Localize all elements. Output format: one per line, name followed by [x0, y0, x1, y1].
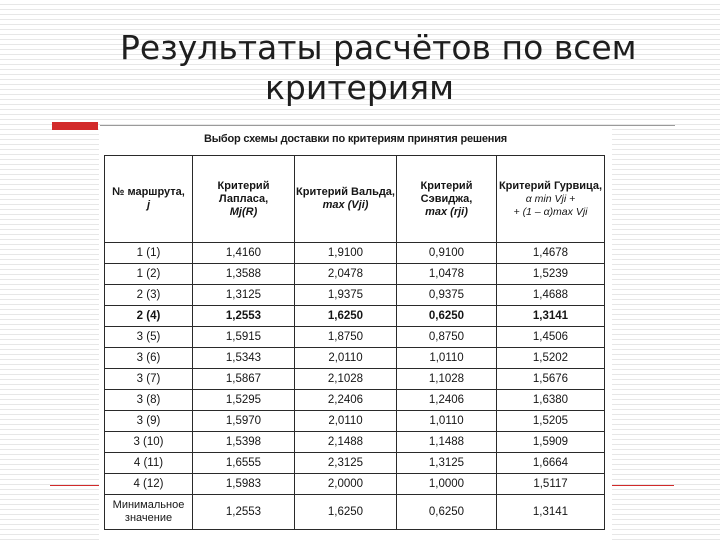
- footer-divider-left: [50, 485, 102, 486]
- table-row: [105, 243, 605, 264]
- slide-title-line-1: Результаты расчётов по всем: [120, 28, 637, 67]
- cell-hurwicz: 1,4678: [497, 243, 605, 264]
- cell-hurwicz: 1,5676: [497, 369, 605, 390]
- cell-wald: 2,1488: [295, 432, 397, 453]
- table-row: [105, 348, 605, 369]
- cell-laplace: 1,6555: [193, 453, 295, 474]
- cell-wald: 1,8750: [295, 327, 397, 348]
- cell-savage: 0,9375: [397, 285, 497, 306]
- header-route: № маршрута, j: [105, 156, 193, 243]
- footer-divider-right: [612, 485, 674, 486]
- cell-hurwicz: 1,4688: [497, 285, 605, 306]
- cell-route: 2 (3): [105, 285, 193, 306]
- table-row: [105, 390, 605, 411]
- table-caption: Выбор схемы доставки по критериям принятия решения: [203, 133, 508, 145]
- cell-hurwicz: 1,5909: [497, 432, 605, 453]
- cell-savage: 1,3125: [397, 453, 497, 474]
- cell-wald: 2,0110: [295, 411, 397, 432]
- slide-title: [0, 28, 720, 108]
- cell-laplace: 1,5343: [193, 348, 295, 369]
- table-row: [105, 474, 605, 495]
- cell-route: 3 (5): [105, 327, 193, 348]
- table-row: [105, 453, 605, 474]
- cell-laplace: 1,3588: [193, 264, 295, 285]
- cell-hurwicz: 1,3141: [497, 306, 605, 327]
- cell-hurwicz: 1,5239: [497, 264, 605, 285]
- hurwicz-formula-line-1: α min Vji +: [525, 192, 576, 205]
- cell-hurwicz: 1,4506: [497, 327, 605, 348]
- title-accent-bar: [52, 122, 98, 130]
- cell-wald: 2,3125: [295, 453, 397, 474]
- cell-savage: 0,8750: [397, 327, 497, 348]
- cell-wald: 1,9375: [295, 285, 397, 306]
- header-wald: Критерий Вальда, max (Vji): [295, 156, 397, 243]
- header-laplace: Критерий Лапласа, Mj(R): [193, 156, 295, 243]
- cell-route: 3 (9): [105, 411, 193, 432]
- cell-hurwicz: 1,5205: [497, 411, 605, 432]
- min-value-row: [105, 495, 605, 530]
- cell-route: 3 (8): [105, 390, 193, 411]
- table-row: [105, 327, 605, 348]
- cell-route: 4 (11): [105, 453, 193, 474]
- cell-laplace: 1,5295: [193, 390, 295, 411]
- hurwicz-formula-line-2: + (1 – α)max Vji: [513, 205, 588, 218]
- table-header-row: [105, 156, 605, 243]
- cell-hurwicz: 1,5202: [497, 348, 605, 369]
- header-savage: Критерий Сэвиджа, max (rji): [397, 156, 497, 243]
- scanned-table-image: [99, 127, 612, 540]
- cell-savage: 1,1028: [397, 369, 497, 390]
- cell-route: 1 (1): [105, 243, 193, 264]
- cell-wald: 2,0000: [295, 474, 397, 495]
- cell-savage: 1,0000: [397, 474, 497, 495]
- cell-savage: 0,6250: [397, 306, 497, 327]
- cell-route: 1 (2): [105, 264, 193, 285]
- min-cell-laplace: 1,2553: [193, 495, 295, 530]
- cell-wald: 1,9100: [295, 243, 397, 264]
- cell-laplace: 1,5867: [193, 369, 295, 390]
- cell-route: 2 (4): [105, 306, 193, 327]
- cell-savage: 0,9100: [397, 243, 497, 264]
- cell-laplace: 1,3125: [193, 285, 295, 306]
- results-table: [104, 155, 605, 530]
- cell-route: 3 (6): [105, 348, 193, 369]
- cell-savage: 1,0110: [397, 411, 497, 432]
- cell-laplace: 1,5983: [193, 474, 295, 495]
- cell-laplace: 1,5915: [193, 327, 295, 348]
- cell-route: 3 (10): [105, 432, 193, 453]
- cell-laplace: 1,5398: [193, 432, 295, 453]
- table-row: [105, 264, 605, 285]
- cell-wald: 2,0110: [295, 348, 397, 369]
- cell-hurwicz: 1,6664: [497, 453, 605, 474]
- table-row: [105, 369, 605, 390]
- cell-savage: 1,2406: [397, 390, 497, 411]
- cell-savage: 1,1488: [397, 432, 497, 453]
- min-cell-savage: 0,6250: [397, 495, 497, 530]
- cell-wald: 2,1028: [295, 369, 397, 390]
- cell-laplace: 1,2553: [193, 306, 295, 327]
- cell-route: 3 (7): [105, 369, 193, 390]
- cell-wald: 2,0478: [295, 264, 397, 285]
- min-cell-label: Минимальное значение: [105, 495, 193, 530]
- min-cell-hurwicz: 1,3141: [497, 495, 605, 530]
- table-row: [105, 432, 605, 453]
- cell-hurwicz: 1,6380: [497, 390, 605, 411]
- title-divider: [100, 125, 675, 126]
- table-row: [105, 306, 605, 327]
- cell-route: 4 (12): [105, 474, 193, 495]
- table-row: [105, 285, 605, 306]
- min-cell-wald: 1,6250: [295, 495, 397, 530]
- header-hurwicz: Критерий Гурвица, α min Vji + + (1 – α)max Vji: [497, 156, 605, 243]
- table-row: [105, 411, 605, 432]
- cell-hurwicz: 1,5117: [497, 474, 605, 495]
- cell-savage: 1,0110: [397, 348, 497, 369]
- cell-wald: 1,6250: [295, 306, 397, 327]
- slide-title-line-2: критериям: [265, 68, 454, 107]
- cell-savage: 1,0478: [397, 264, 497, 285]
- cell-laplace: 1,4160: [193, 243, 295, 264]
- cell-laplace: 1,5970: [193, 411, 295, 432]
- cell-wald: 2,2406: [295, 390, 397, 411]
